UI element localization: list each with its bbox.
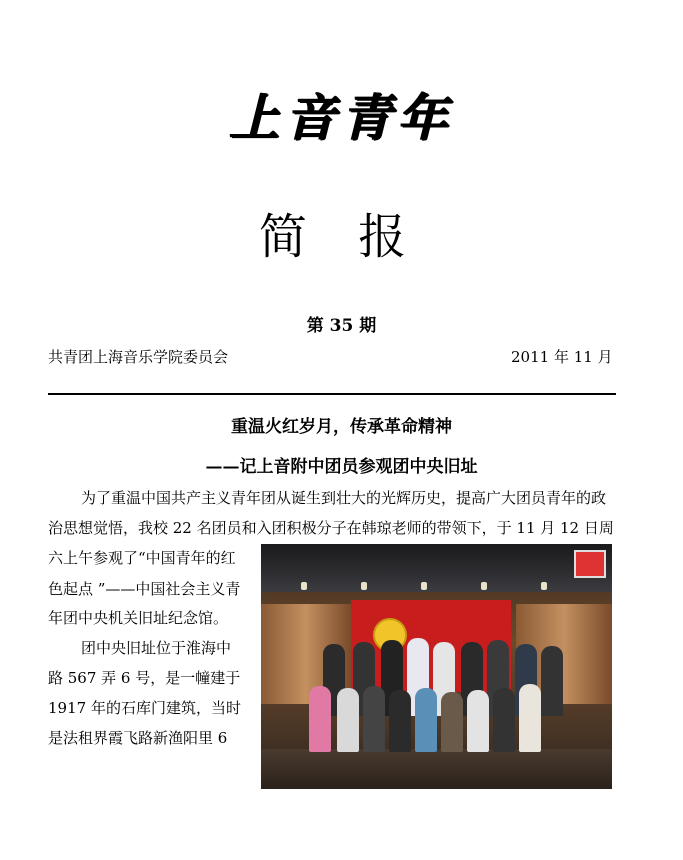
issue-number: 第 35 期 <box>306 316 377 336</box>
body-line: 路 567 弄 6 号，是一幢建于 <box>48 669 241 687</box>
body-line: 色起点 ”——中国社会主义青 <box>48 580 241 598</box>
photo-person <box>541 646 563 716</box>
body-line: 治思想觉悟，我校 22 名团员和入团积极分子在韩琼老师的带领下，于 11 月 12 日周 <box>48 519 614 537</box>
photo-person <box>493 688 515 752</box>
header-rule <box>48 393 616 395</box>
body-line: 1917 年的石库门建筑，当时 <box>48 699 241 717</box>
body-line: 六上午参观了“中国青年的红 <box>48 549 236 567</box>
photo-person <box>441 692 463 752</box>
photo-person <box>389 690 411 752</box>
body-line: 为了重温中国共产主义青年团从诞生到壮大的光辉历史，提高广大团员青年的政 <box>81 489 607 507</box>
body-line: 年团中央机关旧址纪念馆。 <box>48 609 229 627</box>
photo-person <box>337 688 359 752</box>
article-subhead: ——记上音附中团员参观团中央旧址 <box>205 457 478 477</box>
photo-lamp <box>481 582 487 590</box>
photo-lamp <box>361 582 367 590</box>
photo-person <box>363 686 385 752</box>
body-line: 团中央旧址位于淮海中 <box>81 639 232 657</box>
photo-lamp <box>301 582 307 590</box>
photo-person <box>309 686 331 752</box>
body-line: 是法租界霞飞路新渔阳里 6 <box>48 729 228 747</box>
issue-date: 2011 年 11 月 <box>511 348 613 366</box>
issuer: 共青团上海音乐学院委员会 <box>48 348 229 366</box>
masthead-title: 上音青年 <box>229 88 454 147</box>
photo-person <box>467 690 489 752</box>
article-headline: 重温火红岁月，传承革命精神 <box>231 417 452 437</box>
photo-lamp <box>421 582 427 590</box>
photo-ceiling <box>261 544 612 592</box>
bulletin-title: 简 报 <box>258 209 425 265</box>
photo-floor <box>261 749 612 789</box>
photo-person <box>415 688 437 752</box>
photo-person <box>519 684 541 752</box>
group-photo <box>261 544 612 789</box>
photo-lamp <box>541 582 547 590</box>
photo-screen <box>574 550 606 578</box>
